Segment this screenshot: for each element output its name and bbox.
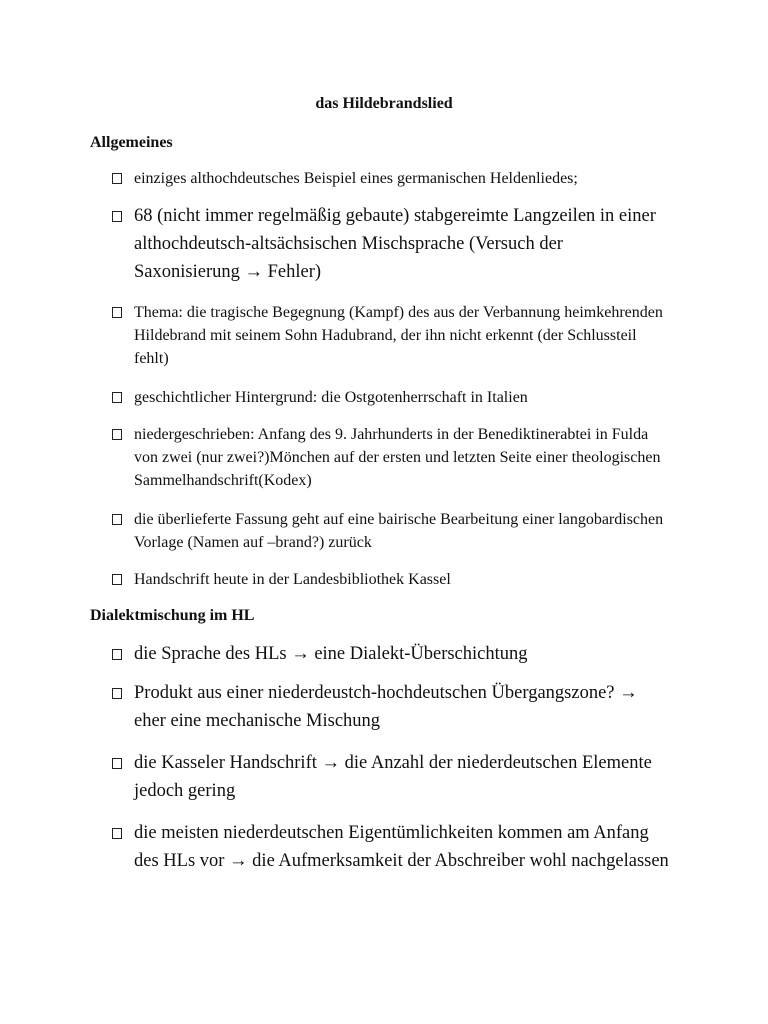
list-item [112, 386, 672, 409]
list-item [112, 508, 672, 554]
list-item-text: die meisten niederdeutschen Eigentümlichkeiten kommen am Anfang des HLs vor → die Aufmerksamkeit der Abschreiber wohl nachgelassen [134, 823, 669, 871]
section-heading-dialektmischung: Dialektmischung im HL [90, 607, 255, 624]
list-item [112, 679, 672, 735]
list-item [112, 202, 672, 286]
list-item [112, 423, 672, 492]
list-item-text: die überlieferte Fassung geht auf eine bairische Bearbeitung einer langobardischen Vorlage (Namen auf –brand?) zurück [134, 511, 664, 551]
list-item-text: 68 (nicht immer regelmäßig gebaute) stabgereimte Langzeilen in einer althochdeutsch-altsächsischen Mischsprache (Versuch der Saxonisierung → Fehler) [134, 206, 656, 282]
checkbox-icon [112, 307, 122, 318]
checkbox-icon [112, 574, 122, 585]
list-item-text: niedergeschrieben: Anfang des 9. Jahrhunderts in der Benediktinerabtei in Fulda von zwei (nur zwei?)Mönchen auf der ersten und letzten Seite einer theologischen Sammelhandschrift(Kodex) [134, 426, 661, 489]
list-item-text: geschichtlicher Hintergrund: die Ostgotenherrschaft in Italien [134, 389, 528, 406]
list-item-text: Produkt aus einer niederdeustch-hochdeutschen Übergangszone? → eher eine mechanische Mischung [134, 683, 638, 731]
list-item-text: Handschrift heute in der Landesbibliothek Kassel [134, 571, 451, 588]
checkbox-icon [112, 429, 122, 440]
list-item-text: die Sprache des HLs → eine Dialekt-Überschichtung [134, 644, 528, 664]
checkbox-icon [112, 688, 122, 699]
checkbox-icon [112, 514, 122, 525]
checkbox-icon [112, 211, 122, 222]
list-item [112, 749, 672, 805]
list-item [112, 819, 672, 875]
list-item [112, 568, 672, 591]
checkbox-icon [112, 828, 122, 839]
checkbox-icon [112, 758, 122, 769]
list-item [112, 301, 672, 370]
list-item [112, 167, 672, 190]
checkbox-icon [112, 649, 122, 660]
document-title: das Hildebrandslied [315, 95, 453, 112]
list-item-text: Thema: die tragische Begegnung (Kampf) des aus der Verbannung heimkehrenden Hildebrand mit seinem Sohn Hadubrand, der ihn nicht erkennt (der Schlussteil fehlt) [134, 304, 663, 367]
list-item-text: einziges althochdeutsches Beispiel eines germanischen Heldenliedes; [134, 170, 578, 187]
section-heading-allgemeines: Allgemeines [90, 134, 173, 151]
checkbox-icon [112, 173, 122, 184]
list-item [112, 640, 672, 668]
list-item-text: die Kasseler Handschrift → die Anzahl der niederdeutschen Elemente jedoch gering [134, 753, 652, 801]
checkbox-icon [112, 392, 122, 403]
